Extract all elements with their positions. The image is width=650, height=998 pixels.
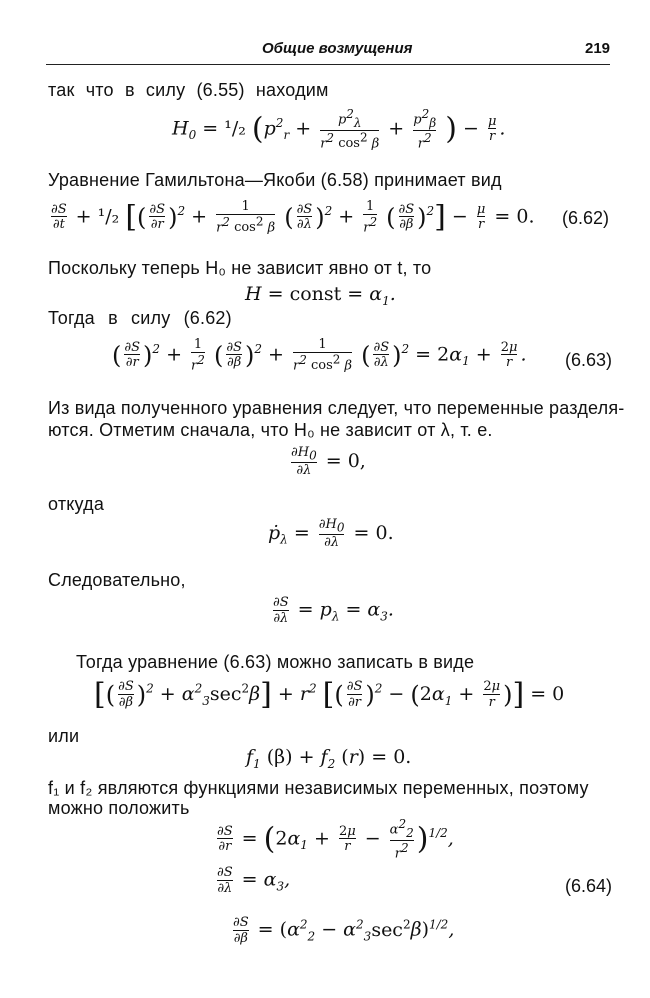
equation-6-64-c: $\frac{\partial S}{\partial\beta}$ = $(\alpha^2_2 - \alpha^2_3\sec^2\beta)^{1/2}$,	[233, 915, 455, 946]
header-rule	[46, 64, 610, 65]
paragraph-7: Следовательно,	[48, 570, 186, 590]
equation-separated: [( $\frac{\partial S}{\partial\beta}$ )$^2 + \alpha^2_3\sec^2\beta] + r^2$ [( $\frac{\partial S}{\partial r}$ )$^2 - (2\alpha_1$ + $\frac{2\mu}{r}$ )] = 0	[94, 677, 565, 712]
paragraph-9: или	[48, 726, 80, 746]
equation-6-63: ( $\frac{\partial S}{\partial r}$ )$^2$ + $\frac{1}{r^2}$ ( $\frac{\partial S}{\partial\beta}$ )$^2$ + $\frac{1}{r^2 \cos^2 \beta}$ ( $\frac{\partial S}{\partial\lambda}$ )$^2 = 2\alpha_1$ + $\frac{2\mu}{r}$ .	[112, 337, 527, 373]
equation-6-64-b: $\frac{\partial S}{\partial\lambda}$ = $\alpha_3$,	[217, 865, 291, 896]
paragraph-4: Тогда в силу (6.62)	[48, 308, 232, 328]
paragraph-3: Поскольку теперь H₀ не зависит явно от t, то	[48, 258, 432, 278]
equation-label-6-63: (6.63)	[565, 350, 613, 370]
equation-label-6-62: (6.62)	[562, 208, 610, 228]
equation-6-62: $\frac{\partial S}{\partial t}$ + ¹/₂ [( $\frac{\partial S}{\partial r}$ )$^2$ + $\frac{1}{r^2 \cos^2 \beta}$ ( $\frac{\partial S}{\partial\lambda}$ )$^2$ + $\frac{1}{r^2}$ ( $\frac{\partial S}{\partial\beta}$ )$^2$] − $\frac{\mu}{r}$ = 0.	[51, 199, 535, 235]
paragraph-10-line-2: можно положить	[48, 798, 190, 818]
paragraph-5-line-1: Из вида полученного уравнения следует, что переменные разделя-	[48, 398, 625, 418]
equation-h0: $H_0 = ^1/_2$ ($p^2_r$ + $\frac{p^2_\lambda}{r^2 \cos^2 \beta}$ + $\frac{p^2_\beta}{r^2}$ ) − $\frac{\mu}{r}$ .	[172, 107, 506, 151]
running-title: Общие возмущения	[262, 40, 413, 57]
paragraph-5-line-2: ются. Отметим сначала, что H₀ не зависит от λ, т. е.	[48, 420, 493, 440]
equation-ds-dlambda: $\frac{\partial S}{\partial\lambda}$ = $p_\lambda = \alpha_3$.	[273, 595, 394, 626]
page-number: 219	[585, 40, 611, 57]
equation-label-6-64: (6.64)	[565, 876, 613, 896]
paragraph-1: так что в силу (6.55) находим	[48, 80, 329, 100]
paragraph-10-line-1: f₁ и f₂ являются функциями независимых переменных, поэтому	[48, 778, 589, 798]
equation-6-64-a: $\frac{\partial S}{\partial r}$ = ($2\alpha_1$ + $\frac{2\mu}{r}$ − $\frac{\alpha^2_2}{r^2}$ )$^{1/2}$,	[217, 817, 454, 861]
equation-const: H = const = $\alpha_1$.	[245, 283, 396, 308]
paragraph-6: откуда	[48, 494, 105, 514]
equation-f: $f_1$ $(\beta) + f_2$ (r) = 0.	[246, 746, 412, 771]
paragraph-2: Уравнение Гамильтона—Якоби (6.58) принимает вид	[48, 170, 502, 190]
equation-dh0: $\frac{\partial H_0}{\partial\lambda}$ = 0,	[291, 445, 366, 479]
paragraph-8: Тогда уравнение (6.63) можно записать в виде	[76, 652, 475, 672]
equation-pdot: ṗ$_\lambda$ = $\frac{\partial H_0}{\partial\lambda}$ = 0.	[268, 517, 394, 551]
